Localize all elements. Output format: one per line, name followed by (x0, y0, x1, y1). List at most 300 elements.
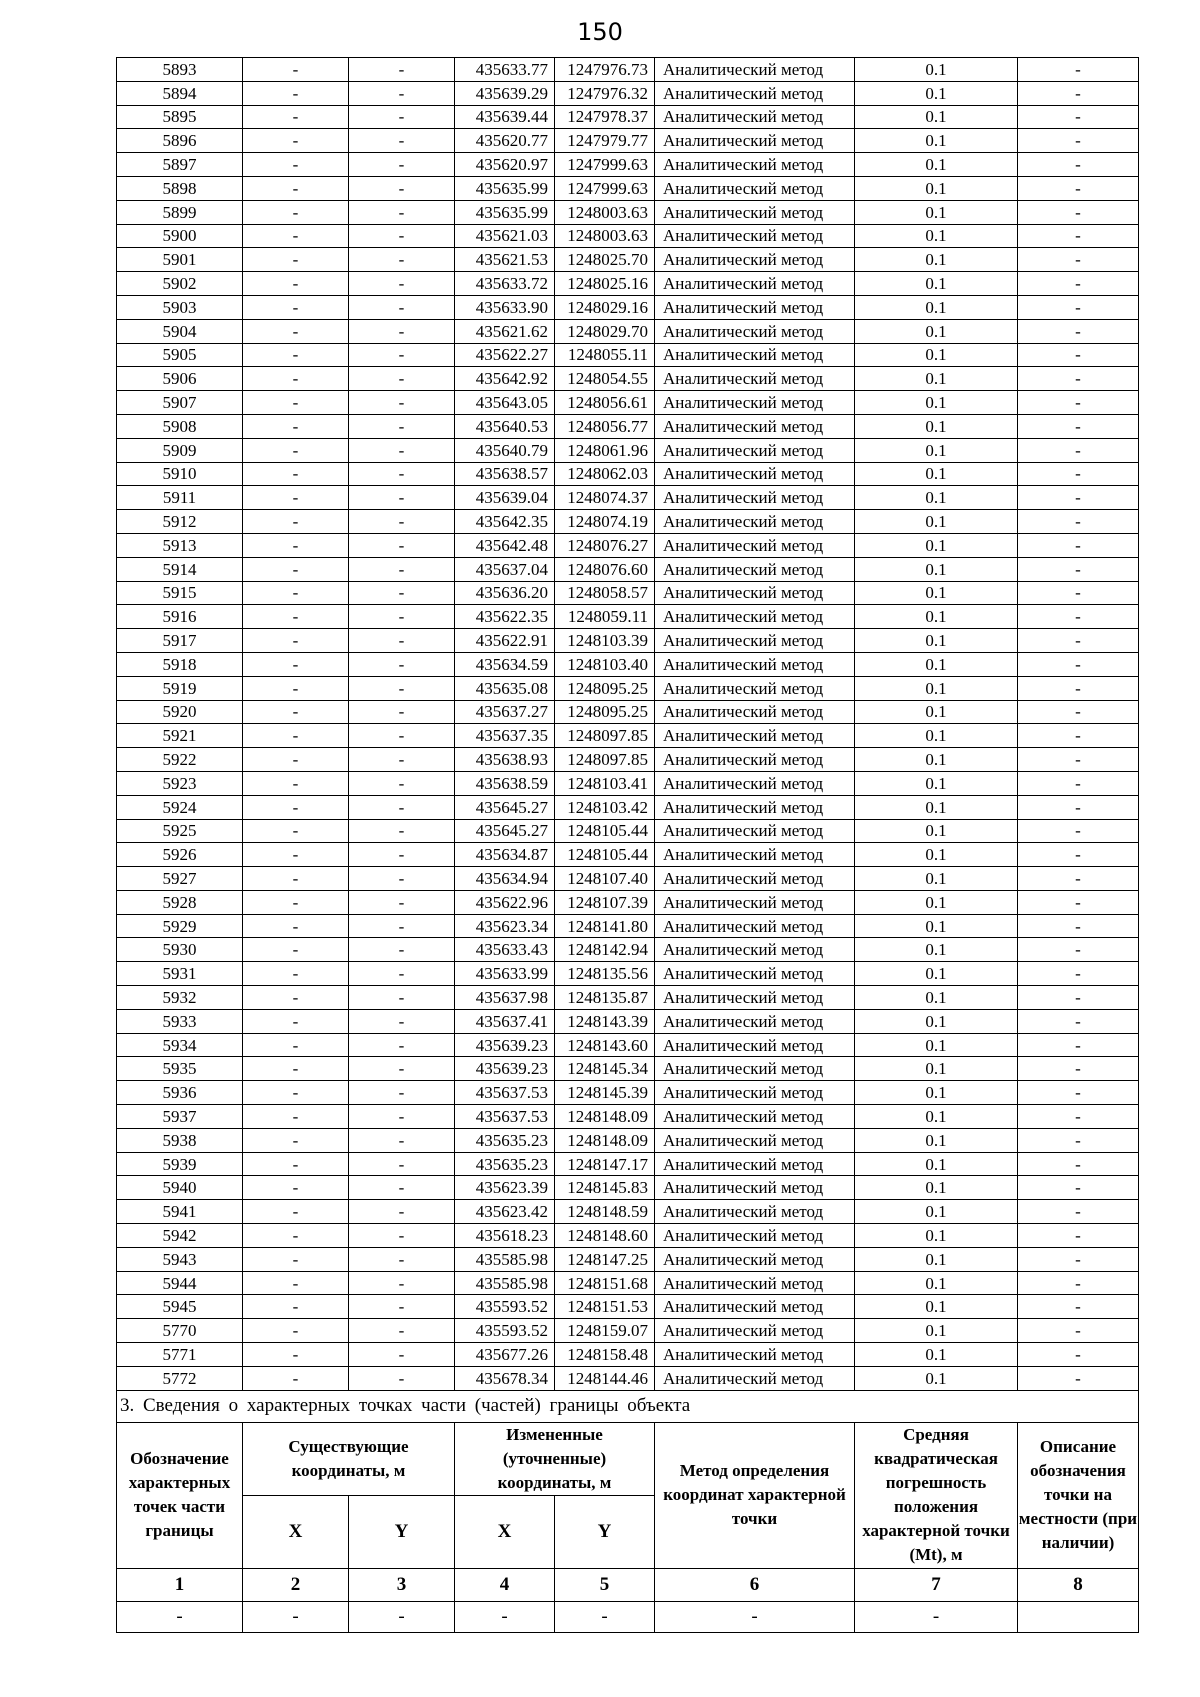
cell-method: Аналитический метод (655, 652, 855, 676)
cell-existing-x: - (243, 629, 349, 653)
cell-changed-y: 1248144.46 (555, 1366, 655, 1390)
cell-changed-x: 435637.41 (455, 1009, 555, 1033)
cell-mt: 0.1 (855, 867, 1018, 891)
table-row (117, 129, 1139, 153)
cell-existing-x: - (243, 724, 349, 748)
cell-changed-x: 435635.23 (455, 1152, 555, 1176)
cell-existing-y: - (349, 724, 455, 748)
table-row (117, 462, 1139, 486)
cell-existing-x: - (243, 1057, 349, 1081)
cell-point-number: 5894 (117, 81, 243, 105)
cell-changed-y: 1248143.60 (555, 1033, 655, 1057)
cell-existing-x: - (243, 1128, 349, 1152)
cell-changed-y: 1248025.70 (555, 248, 655, 272)
table-row (117, 1152, 1139, 1176)
cell-existing-x: - (243, 343, 349, 367)
cell-changed-y: 1248158.48 (555, 1343, 655, 1367)
cell-changed-y: 1248135.56 (555, 962, 655, 986)
cell-changed-y: 1248029.70 (555, 319, 655, 343)
cell-existing-y: - (349, 272, 455, 296)
cell-changed-x: 435639.04 (455, 486, 555, 510)
cell-existing-y: - (349, 533, 455, 557)
cell-changed-x: 435642.35 (455, 510, 555, 534)
cell-mt: 0.1 (855, 1033, 1018, 1057)
cell-description: - (1018, 224, 1139, 248)
cell-mt: 0.1 (855, 248, 1018, 272)
cell-point-number: 5916 (117, 605, 243, 629)
table-row (117, 1128, 1139, 1152)
cell-existing-y: - (349, 1343, 455, 1367)
cell-method: Аналитический метод (655, 1247, 855, 1271)
cell-method: Аналитический метод (655, 700, 855, 724)
cell-point-number: 5897 (117, 153, 243, 177)
cell-description: - (1018, 414, 1139, 438)
cell-point-number: 5922 (117, 748, 243, 772)
cell-existing-x: - (243, 938, 349, 962)
cell-mt: 0.1 (855, 105, 1018, 129)
cell-changed-x: 435640.53 (455, 414, 555, 438)
cell-existing-y: - (349, 58, 455, 82)
table-row (117, 629, 1139, 653)
cell-mt: 0.1 (855, 1295, 1018, 1319)
table-row (117, 795, 1139, 819)
coordinates-table-body (117, 58, 1139, 1391)
cell-method: Аналитический метод (655, 676, 855, 700)
cell-changed-x: 435635.99 (455, 176, 555, 200)
cell-existing-x: - (243, 843, 349, 867)
cell-existing-y: - (349, 1366, 455, 1390)
cell-description: - (1018, 819, 1139, 843)
cell-method: Аналитический метод (655, 629, 855, 653)
cell-changed-y: 1247976.73 (555, 58, 655, 82)
cell-mt: 0.1 (855, 1224, 1018, 1248)
cell-method: Аналитический метод (655, 867, 855, 891)
cell-description: - (1018, 462, 1139, 486)
cell-description: - (1018, 533, 1139, 557)
table-row (117, 1081, 1139, 1105)
cell-changed-x: 435642.92 (455, 367, 555, 391)
cell-description: - (1018, 986, 1139, 1010)
column-number: 8 (1018, 1568, 1139, 1601)
table-row (117, 81, 1139, 105)
cell-mt: 0.1 (855, 795, 1018, 819)
cell-description: - (1018, 914, 1139, 938)
cell-existing-y: - (349, 629, 455, 653)
cell-existing-y: - (349, 1319, 455, 1343)
cell-point-number: 5926 (117, 843, 243, 867)
cell-point-number: 5915 (117, 581, 243, 605)
cell-mt: 0.1 (855, 200, 1018, 224)
cell-description: - (1018, 1200, 1139, 1224)
cell-mt: 0.1 (855, 153, 1018, 177)
cell-point-number: 5913 (117, 533, 243, 557)
cell-description: - (1018, 748, 1139, 772)
cell-mt: 0.1 (855, 1271, 1018, 1295)
cell-changed-y: 1248145.39 (555, 1081, 655, 1105)
cell-existing-x: - (243, 795, 349, 819)
cell-mt: 0.1 (855, 1105, 1018, 1129)
cell-changed-x: 435593.52 (455, 1319, 555, 1343)
cell-existing-x: - (243, 1319, 349, 1343)
cell-point-number: 5907 (117, 391, 243, 415)
cell-changed-x: 435622.27 (455, 343, 555, 367)
cell-mt: 0.1 (855, 1176, 1018, 1200)
cell-changed-x: 435639.44 (455, 105, 555, 129)
cell-existing-x: - (243, 771, 349, 795)
cell-changed-x: 435638.93 (455, 748, 555, 772)
cell-description: - (1018, 676, 1139, 700)
cell-description: - (1018, 176, 1139, 200)
cell-changed-y: 1247999.63 (555, 176, 655, 200)
header-description: Описание обозначения точки на местности (при наличии) (1018, 1422, 1139, 1568)
cell-method: Аналитический метод (655, 1295, 855, 1319)
cell-changed-y: 1247976.32 (555, 81, 655, 105)
column-number: 2 (243, 1568, 349, 1601)
cell-changed-x: 435635.99 (455, 200, 555, 224)
cell-point-number: 5938 (117, 1128, 243, 1152)
cell-changed-x: 435635.08 (455, 676, 555, 700)
cell-existing-y: - (349, 581, 455, 605)
cell-existing-y: - (349, 1033, 455, 1057)
cell-existing-y: - (349, 652, 455, 676)
table-row (117, 1366, 1139, 1390)
table-row (117, 890, 1139, 914)
cell-point-number: 5900 (117, 224, 243, 248)
cell-existing-x: - (243, 105, 349, 129)
cell-point-number: 5903 (117, 295, 243, 319)
cell-method: Аналитический метод (655, 795, 855, 819)
cell-method: Аналитический метод (655, 557, 855, 581)
cell-point-number: 5929 (117, 914, 243, 938)
cell-changed-x: 435585.98 (455, 1247, 555, 1271)
cell-point-number: 5904 (117, 319, 243, 343)
table-row (117, 581, 1139, 605)
cell-existing-y: - (349, 129, 455, 153)
cell-description: - (1018, 1319, 1139, 1343)
cell-mt: 0.1 (855, 652, 1018, 676)
cell-description: - (1018, 700, 1139, 724)
cell-description: - (1018, 795, 1139, 819)
table-row (117, 1224, 1139, 1248)
cell-existing-y: - (349, 1128, 455, 1152)
cell-description: - (1018, 438, 1139, 462)
cell-existing-y: - (349, 367, 455, 391)
cell-mt: 0.1 (855, 343, 1018, 367)
cell-existing-y: - (349, 557, 455, 581)
cell-point-number: 5896 (117, 129, 243, 153)
cell-existing-x: - (243, 367, 349, 391)
cell-point-number: 5771 (117, 1343, 243, 1367)
cell-mt: 0.1 (855, 1247, 1018, 1271)
cell-description: - (1018, 1295, 1139, 1319)
cell-point-number: 5945 (117, 1295, 243, 1319)
cell-description: - (1018, 272, 1139, 296)
cell-existing-y: - (349, 1081, 455, 1105)
table-row (117, 819, 1139, 843)
cell-existing-y: - (349, 438, 455, 462)
table-row (117, 1271, 1139, 1295)
cell-changed-y: 1248095.25 (555, 700, 655, 724)
cell-existing-y: - (349, 771, 455, 795)
coordinates-table (116, 57, 1139, 1633)
cell-description: - (1018, 367, 1139, 391)
cell-existing-y: - (349, 1009, 455, 1033)
cell-existing-x: - (243, 1033, 349, 1057)
cell-description: - (1018, 771, 1139, 795)
cell-existing-x: - (243, 129, 349, 153)
cell-mt: 0.1 (855, 914, 1018, 938)
table-row (117, 962, 1139, 986)
cell-point-number: 5908 (117, 414, 243, 438)
cell-method: Аналитический метод (655, 510, 855, 534)
cell-changed-x: 435645.27 (455, 795, 555, 819)
cell-point-number: 5943 (117, 1247, 243, 1271)
empty-cell (1018, 1601, 1139, 1632)
table-row (117, 1033, 1139, 1057)
cell-point-number: 5932 (117, 986, 243, 1010)
table-row (117, 724, 1139, 748)
table-row (117, 986, 1139, 1010)
cell-existing-y: - (349, 986, 455, 1010)
cell-method: Аналитический метод (655, 938, 855, 962)
cell-method: Аналитический метод (655, 1105, 855, 1129)
cell-point-number: 5902 (117, 272, 243, 296)
table-row (117, 771, 1139, 795)
cell-existing-y: - (349, 843, 455, 867)
cell-description: - (1018, 1033, 1139, 1057)
cell-mt: 0.1 (855, 295, 1018, 319)
cell-changed-y: 1248147.17 (555, 1152, 655, 1176)
cell-changed-y: 1248074.37 (555, 486, 655, 510)
cell-changed-x: 435633.43 (455, 938, 555, 962)
section3-block (117, 1390, 1139, 1632)
cell-changed-x: 435633.99 (455, 962, 555, 986)
cell-changed-x: 435623.42 (455, 1200, 555, 1224)
cell-changed-x: 435642.48 (455, 533, 555, 557)
cell-existing-x: - (243, 1224, 349, 1248)
cell-mt: 0.1 (855, 748, 1018, 772)
cell-existing-y: - (349, 1176, 455, 1200)
cell-changed-x: 435585.98 (455, 1271, 555, 1295)
cell-changed-x: 435637.27 (455, 700, 555, 724)
cell-point-number: 5935 (117, 1057, 243, 1081)
cell-point-number: 5901 (117, 248, 243, 272)
cell-mt: 0.1 (855, 1009, 1018, 1033)
cell-mt: 0.1 (855, 724, 1018, 748)
empty-cell: - (243, 1601, 349, 1632)
cell-changed-y: 1248076.60 (555, 557, 655, 581)
cell-point-number: 5927 (117, 867, 243, 891)
table-row (117, 1247, 1139, 1271)
cell-changed-x: 435637.04 (455, 557, 555, 581)
cell-method: Аналитический метод (655, 1319, 855, 1343)
cell-changed-x: 435622.91 (455, 629, 555, 653)
cell-existing-y: - (349, 1057, 455, 1081)
cell-changed-x: 435637.98 (455, 986, 555, 1010)
cell-method: Аналитический метод (655, 58, 855, 82)
cell-description: - (1018, 1224, 1139, 1248)
cell-mt: 0.1 (855, 1200, 1018, 1224)
cell-method: Аналитический метод (655, 1057, 855, 1081)
cell-description: - (1018, 343, 1139, 367)
header-existing-y: Y (349, 1495, 455, 1568)
cell-point-number: 5919 (117, 676, 243, 700)
cell-mt: 0.1 (855, 629, 1018, 653)
cell-changed-x: 435639.23 (455, 1033, 555, 1057)
cell-description: - (1018, 629, 1139, 653)
cell-method: Аналитический метод (655, 391, 855, 415)
cell-existing-x: - (243, 1295, 349, 1319)
cell-description: - (1018, 1009, 1139, 1033)
cell-point-number: 5772 (117, 1366, 243, 1390)
cell-point-number: 5899 (117, 200, 243, 224)
cell-description: - (1018, 557, 1139, 581)
cell-changed-y: 1248058.57 (555, 581, 655, 605)
cell-point-number: 5931 (117, 962, 243, 986)
column-number: 7 (855, 1568, 1018, 1601)
cell-description: - (1018, 938, 1139, 962)
column-number: 3 (349, 1568, 455, 1601)
cell-method: Аналитический метод (655, 295, 855, 319)
table-row (117, 1009, 1139, 1033)
cell-existing-y: - (349, 510, 455, 534)
cell-changed-y: 1248029.16 (555, 295, 655, 319)
cell-point-number: 5944 (117, 1271, 243, 1295)
cell-changed-y: 1248062.03 (555, 462, 655, 486)
cell-description: - (1018, 867, 1139, 891)
cell-point-number: 5917 (117, 629, 243, 653)
cell-method: Аналитический метод (655, 1033, 855, 1057)
table-row (117, 914, 1139, 938)
cell-changed-x: 435636.20 (455, 581, 555, 605)
column-number: 4 (455, 1568, 555, 1601)
cell-existing-x: - (243, 652, 349, 676)
cell-existing-y: - (349, 700, 455, 724)
cell-method: Аналитический метод (655, 890, 855, 914)
table-row (117, 367, 1139, 391)
cell-mt: 0.1 (855, 986, 1018, 1010)
cell-changed-y: 1248145.83 (555, 1176, 655, 1200)
cell-point-number: 5920 (117, 700, 243, 724)
cell-method: Аналитический метод (655, 343, 855, 367)
cell-mt: 0.1 (855, 890, 1018, 914)
cell-changed-y: 1248056.77 (555, 414, 655, 438)
cell-mt: 0.1 (855, 1343, 1018, 1367)
cell-mt: 0.1 (855, 819, 1018, 843)
cell-description: - (1018, 1105, 1139, 1129)
table-row (117, 748, 1139, 772)
cell-existing-y: - (349, 343, 455, 367)
cell-description: - (1018, 1343, 1139, 1367)
cell-existing-x: - (243, 1343, 349, 1367)
cell-description: - (1018, 1247, 1139, 1271)
cell-point-number: 5925 (117, 819, 243, 843)
cell-mt: 0.1 (855, 414, 1018, 438)
table-row (117, 1105, 1139, 1129)
cell-point-number: 5933 (117, 1009, 243, 1033)
table-row (117, 1295, 1139, 1319)
cell-existing-x: - (243, 676, 349, 700)
cell-existing-x: - (243, 1081, 349, 1105)
cell-changed-y: 1248151.53 (555, 1295, 655, 1319)
cell-changed-y: 1248056.61 (555, 391, 655, 415)
cell-existing-y: - (349, 1271, 455, 1295)
cell-method: Аналитический метод (655, 176, 855, 200)
cell-existing-y: - (349, 938, 455, 962)
cell-mt: 0.1 (855, 129, 1018, 153)
cell-description: - (1018, 510, 1139, 534)
table-row (117, 843, 1139, 867)
cell-method: Аналитический метод (655, 605, 855, 629)
cell-method: Аналитический метод (655, 319, 855, 343)
cell-point-number: 5906 (117, 367, 243, 391)
section3-title: 3. Сведения о характерных точках части (частей) границы объекта (117, 1390, 1139, 1422)
cell-changed-y: 1248142.94 (555, 938, 655, 962)
cell-description: - (1018, 153, 1139, 177)
cell-point-number: 5923 (117, 771, 243, 795)
cell-mt: 0.1 (855, 938, 1018, 962)
cell-changed-x: 435639.29 (455, 81, 555, 105)
cell-method: Аналитический метод (655, 462, 855, 486)
cell-method: Аналитический метод (655, 914, 855, 938)
cell-point-number: 5941 (117, 1200, 243, 1224)
cell-changed-x: 435634.87 (455, 843, 555, 867)
cell-mt: 0.1 (855, 843, 1018, 867)
cell-existing-x: - (243, 1366, 349, 1390)
cell-changed-x: 435633.72 (455, 272, 555, 296)
cell-description: - (1018, 200, 1139, 224)
table-row (117, 58, 1139, 82)
cell-existing-y: - (349, 200, 455, 224)
cell-point-number: 5905 (117, 343, 243, 367)
cell-description: - (1018, 486, 1139, 510)
cell-existing-x: - (243, 319, 349, 343)
table-row (117, 652, 1139, 676)
cell-existing-y: - (349, 462, 455, 486)
table-row (117, 200, 1139, 224)
cell-method: Аналитический метод (655, 200, 855, 224)
cell-existing-x: - (243, 510, 349, 534)
cell-changed-y: 1247978.37 (555, 105, 655, 129)
cell-mt: 0.1 (855, 438, 1018, 462)
header-mt: Средняя квадратическая погрешность положения характерной точки (Mt), м (855, 1422, 1018, 1568)
cell-description: - (1018, 843, 1139, 867)
cell-changed-x: 435621.62 (455, 319, 555, 343)
header-existing-x: X (243, 1495, 349, 1568)
cell-changed-y: 1248095.25 (555, 676, 655, 700)
cell-mt: 0.1 (855, 272, 1018, 296)
cell-changed-x: 435635.23 (455, 1128, 555, 1152)
cell-method: Аналитический метод (655, 1152, 855, 1176)
cell-description: - (1018, 1128, 1139, 1152)
cell-changed-x: 435620.77 (455, 129, 555, 153)
header-changed-coords: Измененные (уточненные) координаты, м (455, 1422, 655, 1495)
cell-mt: 0.1 (855, 81, 1018, 105)
table-row (117, 1057, 1139, 1081)
cell-changed-x: 435622.96 (455, 890, 555, 914)
cell-description: - (1018, 962, 1139, 986)
cell-mt: 0.1 (855, 176, 1018, 200)
cell-method: Аналитический метод (655, 414, 855, 438)
cell-changed-y: 1248148.09 (555, 1105, 655, 1129)
cell-changed-x: 435677.26 (455, 1343, 555, 1367)
cell-changed-y: 1248061.96 (555, 438, 655, 462)
table-row (117, 1200, 1139, 1224)
cell-mt: 0.1 (855, 700, 1018, 724)
table-row (117, 533, 1139, 557)
cell-existing-x: - (243, 986, 349, 1010)
cell-changed-y: 1248103.41 (555, 771, 655, 795)
